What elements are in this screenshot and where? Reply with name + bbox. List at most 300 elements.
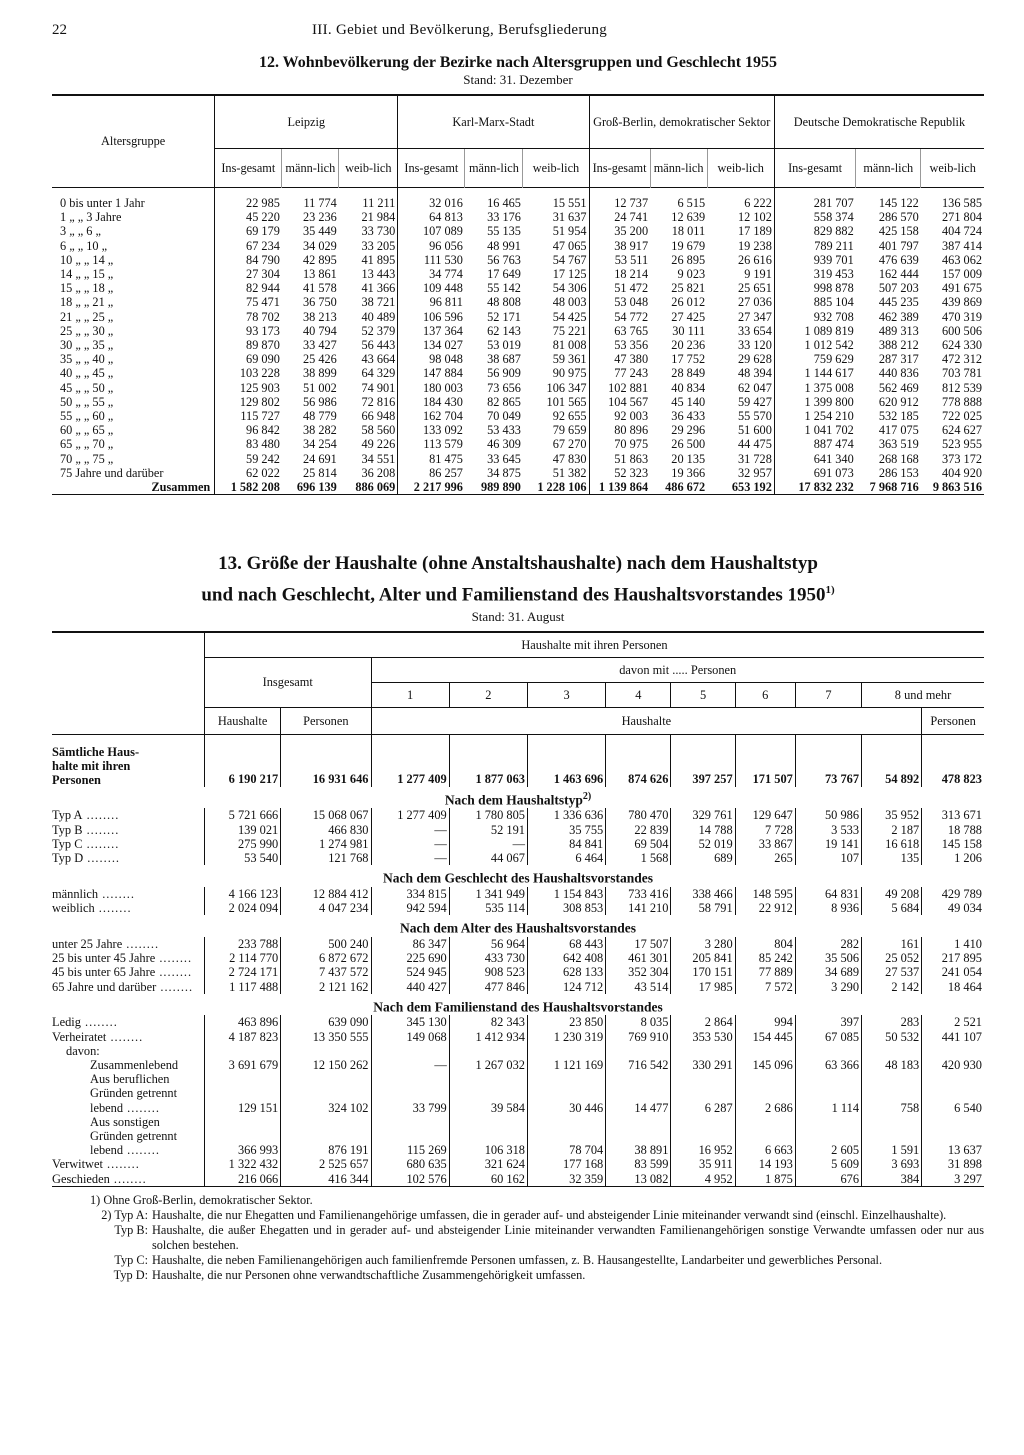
subcolumn-header: männ-lich: [465, 149, 523, 188]
cell: 67 234: [215, 239, 282, 253]
cell: 135: [862, 851, 922, 865]
cell: 653 192: [731, 480, 772, 495]
row-label: [52, 734, 204, 787]
section-heading: [52, 994, 984, 1016]
cell: 1 463 696: [528, 734, 606, 787]
row-label-text: Gründen getrennt: [90, 1086, 178, 1101]
cell: 84 790: [215, 253, 282, 267]
footnote: [52, 1193, 984, 1208]
cell: 145 122: [878, 196, 919, 210]
footnote-text: Haushalte, die neben Familienangehörigen auch familienfremde Personen umfassen, z. B. Hausangestellte, Landarbeiter und gewerbliches Personal.: [152, 1252, 883, 1267]
cell: 470 319: [942, 309, 982, 324]
cell: [449, 1044, 527, 1058]
cell: [671, 1072, 735, 1086]
cell: 101 565: [546, 394, 587, 409]
cell: [922, 1044, 984, 1058]
cell: 33 176: [487, 210, 521, 225]
cell: 722 025: [942, 409, 982, 424]
cell: 1 012 542: [774, 338, 855, 352]
cell: 86 257: [398, 466, 465, 480]
cell: 77 243: [589, 366, 650, 380]
footnote-text: Haushalte, die nur Ehegatten und Familienangehörige umfassen, die in gerader auf- und absteigender Linie miteinander verwandt sind (einschl. Einzelhaushalte).: [152, 1207, 947, 1222]
cell: 1 412 934: [449, 1030, 527, 1044]
cell: [204, 1044, 280, 1058]
cell: 6 515: [677, 196, 706, 210]
cell: 106 596: [398, 310, 465, 324]
row-label: [52, 1143, 204, 1157]
cell: 103 228: [215, 366, 282, 380]
cell: 74 901: [361, 380, 396, 395]
cell: 32 016: [398, 188, 465, 211]
cell: 1 568: [606, 851, 671, 865]
cell: 8 035: [606, 1015, 671, 1029]
cell: 1 875: [735, 1172, 795, 1187]
cell: [862, 1129, 922, 1143]
cell: 29 628: [738, 352, 772, 367]
section-footnote-ref: 2): [582, 790, 592, 802]
cell: 417 075: [878, 423, 919, 438]
cell: 96 056: [398, 239, 465, 253]
row-label: [52, 980, 204, 994]
cell: 96 811: [398, 295, 465, 309]
row-label: [52, 1101, 204, 1115]
cell: 287 317: [878, 352, 919, 367]
cell: 16 931 646: [281, 734, 371, 787]
table-row: [52, 937, 984, 951]
cell: 942 594: [371, 901, 449, 915]
cell: 38 891: [606, 1143, 671, 1157]
cell: 177 168: [528, 1157, 606, 1171]
cell: 62 047: [738, 380, 772, 395]
cell: 1 582 208: [215, 480, 282, 495]
cell: 716 542: [606, 1058, 671, 1072]
row-label-text: 65 Jahre und darüber: [52, 979, 157, 994]
cell: [795, 1129, 861, 1143]
cell: 54 892: [862, 734, 922, 787]
cell: 1 322 432: [204, 1157, 280, 1171]
cell: 53 048: [589, 295, 650, 309]
cell: 1 780 805: [449, 808, 527, 822]
cell: 624 627: [942, 423, 982, 438]
cell: 51 863: [589, 452, 650, 466]
cell: 17 507: [606, 937, 671, 951]
cell: [606, 1044, 671, 1058]
size-header: 8 und mehr: [862, 682, 984, 707]
cell: 217 895: [922, 951, 984, 965]
title-footnote-ref: 1): [825, 584, 835, 597]
cell: 2 521: [922, 1015, 984, 1029]
cell: 56 763: [487, 252, 521, 267]
row-label: [52, 937, 204, 951]
cell: 478 823: [922, 734, 984, 787]
cell: 885 104: [774, 295, 855, 309]
cell: 1 877 063: [449, 734, 527, 787]
cell: 53 019: [487, 338, 521, 353]
cell: 1 277 409: [371, 734, 449, 787]
header-haushalte-mit-personen: Haushalte mit ihren Personen: [204, 632, 984, 658]
table-row: [52, 338, 984, 352]
cell: 532 185: [878, 409, 919, 424]
cell: 463 896: [204, 1015, 280, 1029]
cell: [449, 1086, 527, 1100]
cell: 463 062: [942, 252, 982, 267]
header-haushalte-total: Haushalte: [204, 707, 280, 734]
subcolumn-header: männ-lich: [282, 149, 339, 188]
cell: 69 090: [215, 352, 282, 366]
cell: 49 226: [361, 437, 396, 452]
row-label-text: Typ A: [52, 808, 83, 823]
cell: 17 189: [738, 224, 772, 239]
cell: [204, 1129, 280, 1143]
table-row: [52, 1115, 984, 1129]
cell: 462 389: [878, 309, 919, 324]
cell: 63 765: [589, 324, 650, 338]
cell: 6 872 672: [281, 951, 371, 965]
section-title: Nach dem Haushaltstyp: [444, 792, 583, 808]
cell: 9 191: [744, 267, 772, 282]
cell: 32 957: [738, 465, 772, 480]
cell: 154 445: [735, 1030, 795, 1044]
row-label: [52, 1030, 204, 1044]
cell: [528, 1072, 606, 1086]
table-row: [52, 1030, 984, 1044]
table12: [52, 94, 984, 495]
cell: 56 964: [449, 937, 527, 951]
total-row: [52, 480, 984, 495]
cell: 225 690: [371, 951, 449, 965]
cell: 16 618: [862, 837, 922, 851]
table-row: [52, 366, 984, 380]
cell: 507 203: [878, 281, 919, 296]
cell: 69 504: [606, 837, 671, 851]
footnote-text: Haushalte, die nur Personen ohne verwandtschaftliche Zusammengehörigkeit umfassen.: [152, 1267, 586, 1282]
cell: 5 609: [795, 1157, 861, 1171]
cell: 59 427: [738, 394, 772, 409]
footnote-key: Typ D:: [113, 1267, 148, 1282]
cell: 53 356: [589, 338, 650, 352]
cell: 733 416: [606, 887, 671, 901]
cell: 908 523: [449, 965, 527, 979]
cell: 22 839: [606, 823, 671, 837]
cell: 92 003: [589, 409, 650, 423]
cell: 425 158: [878, 224, 919, 239]
cell: 2 024 094: [204, 901, 280, 915]
cell: 29 296: [671, 423, 706, 438]
group-header: Leipzig: [215, 95, 398, 149]
cell: 324 102: [281, 1101, 371, 1115]
cell: 36 750: [303, 295, 337, 310]
cell: [735, 1086, 795, 1100]
cell: 33 645: [487, 451, 521, 466]
cell: 162 444: [878, 267, 919, 282]
document-page: [52, 22, 984, 1283]
row-label: [52, 901, 204, 915]
cell: 33 654: [738, 323, 772, 338]
cell: 48 183: [862, 1058, 922, 1072]
row-label: [52, 1172, 204, 1187]
table-row: [52, 837, 984, 851]
cell: 31 728: [738, 451, 772, 466]
cell: 39 584: [449, 1101, 527, 1115]
cell: 83 480: [215, 437, 282, 451]
cell: 113 579: [398, 437, 465, 451]
row-label-text: Aus beruflichen: [90, 1072, 170, 1087]
cell: 73 767: [795, 734, 861, 787]
footnote: [52, 1208, 984, 1223]
row-label: [52, 887, 204, 901]
cell: 109 448: [398, 281, 465, 295]
cell: 500 240: [281, 937, 371, 951]
cell: [922, 1129, 984, 1143]
table-row: [52, 295, 984, 309]
cell: 82 944: [215, 281, 282, 295]
cell: 22 912: [735, 901, 795, 915]
cell: 6 464: [528, 851, 606, 865]
cell: 17 649: [487, 267, 521, 282]
cell: 3 280: [671, 937, 735, 951]
cell: 63 366: [795, 1058, 861, 1072]
section-heading-row: [52, 915, 984, 937]
cell: 887 474: [774, 437, 855, 451]
cell: 874 626: [606, 734, 671, 787]
cell: 33 205: [361, 238, 396, 253]
row-label: 35 „ „ 40 „: [60, 352, 114, 367]
cell: 35 952: [862, 808, 922, 822]
cell: [735, 1115, 795, 1129]
cell: [281, 1115, 371, 1129]
cell: 96 842: [215, 423, 282, 437]
cell: 102 576: [371, 1172, 449, 1187]
cell: 38 687: [487, 352, 521, 367]
cell: —: [371, 837, 449, 851]
row-label: 55 „ „ 60 „: [60, 409, 114, 424]
row-label-text: 25 bis unter 45 Jahre: [52, 951, 156, 966]
cell: 33 120: [738, 338, 772, 353]
cell: 43 664: [361, 352, 396, 367]
cell: 804: [735, 937, 795, 951]
leader-dots: ........: [94, 901, 132, 916]
cell: 25 052: [862, 951, 922, 965]
cell: 48 991: [487, 238, 521, 253]
cell: 52 171: [487, 309, 521, 324]
row-label: 30 „ „ 35 „: [60, 338, 114, 353]
table-row: [52, 951, 984, 965]
cell: [606, 1115, 671, 1129]
cell: 93 173: [215, 324, 282, 338]
cell: 40 794: [303, 323, 337, 338]
table-row: [52, 1129, 984, 1143]
cell: [281, 1044, 371, 1058]
cell: 18 214: [589, 267, 650, 281]
cell: 62 022: [215, 466, 282, 480]
cell: 48 808: [487, 295, 521, 310]
table-row: [52, 980, 984, 994]
cell: 70 975: [589, 437, 650, 451]
cell: 49 208: [862, 887, 922, 901]
leader-dots: ........: [82, 808, 120, 823]
table-row: [52, 1172, 984, 1187]
row-label: [52, 1015, 204, 1029]
cell: 34 029: [303, 238, 337, 253]
cell: 26 012: [671, 295, 706, 310]
section-heading-row: [52, 787, 984, 809]
cell: 1 139 864: [589, 480, 650, 495]
cell: 397 257: [671, 734, 735, 787]
cell: 388 212: [878, 338, 919, 353]
cell: 38 282: [303, 423, 337, 438]
cell: 14 193: [735, 1157, 795, 1171]
cell: 32 359: [528, 1172, 606, 1187]
cell: 27 036: [738, 295, 772, 310]
cell: 8 936: [795, 901, 861, 915]
cell: 68 443: [528, 937, 606, 951]
footnotes: [52, 1193, 984, 1283]
cell: 134 027: [398, 338, 465, 352]
row-label-line: Sämtliche Haus-: [52, 744, 140, 759]
cell: 129 151: [204, 1101, 280, 1115]
cell: 139 021: [204, 823, 280, 837]
cell: 17 985: [671, 980, 735, 994]
leader-dots: ........: [98, 886, 135, 901]
cell: 689: [671, 851, 735, 865]
cell: 758: [862, 1101, 922, 1115]
cell: [671, 1115, 735, 1129]
cell: 31 898: [922, 1157, 984, 1171]
cell: 2 187: [862, 823, 922, 837]
cell: —: [371, 823, 449, 837]
cell: 70 049: [487, 409, 521, 424]
cell: 461 301: [606, 951, 671, 965]
cell: 28 849: [671, 366, 706, 381]
cell: 31 637: [552, 210, 587, 225]
cell: 45 220: [215, 210, 282, 224]
cell: 676: [795, 1172, 861, 1187]
row-label-text: Typ C: [52, 836, 83, 851]
cell: 282: [795, 937, 861, 951]
table-row: [52, 452, 984, 466]
cell: 40 834: [671, 380, 706, 395]
cell: [371, 1044, 449, 1058]
cell: 121 768: [281, 851, 371, 865]
leader-dots: ........: [109, 1171, 147, 1186]
cell: 466 830: [281, 823, 371, 837]
leader-dots: ........: [155, 965, 193, 980]
cell: 145 158: [922, 837, 984, 851]
cell: 998 878: [774, 281, 855, 295]
header-personen-total: Personen: [281, 707, 371, 734]
leader-dots: ........: [123, 1143, 160, 1158]
running-title: III. Gebiet und Bevölkerung, Berufsgliederung: [312, 22, 608, 38]
header-personen-8plus: Personen: [922, 707, 984, 734]
cell: 1 154 843: [528, 887, 606, 901]
cell: 16 465: [487, 196, 521, 210]
row-label-text: Geschieden: [52, 1171, 110, 1186]
section-heading: [52, 787, 984, 809]
subcolumn-header: Ins-gesamt: [215, 149, 282, 188]
cell: 384: [862, 1172, 922, 1187]
cell: 308 853: [528, 901, 606, 915]
cell: 27 347: [738, 309, 772, 324]
cell: [862, 1044, 922, 1058]
table13: [52, 631, 984, 1187]
cell: 52 019: [671, 837, 735, 851]
cell: 241 054: [922, 965, 984, 979]
cell: 283: [862, 1015, 922, 1029]
cell: 45 140: [671, 394, 706, 409]
row-label-text: weiblich: [52, 901, 95, 916]
row-label: 3 „ „ 6 „: [60, 224, 101, 239]
cell: 48 003: [552, 295, 587, 310]
cell: 26 616: [738, 252, 772, 267]
cell: 59 361: [552, 352, 587, 367]
footnote-text: [317, 1193, 984, 1208]
cell: 416 344: [281, 1172, 371, 1187]
table-row: [52, 1101, 984, 1115]
cell: 3 693: [862, 1157, 922, 1171]
cell: 52 191: [449, 823, 527, 837]
cell: 476 639: [878, 252, 919, 267]
cell: 47 065: [552, 238, 587, 253]
cell: 404 724: [942, 224, 982, 239]
row-label-text: Verheiratet: [52, 1029, 107, 1044]
section-heading-row: [52, 994, 984, 1016]
cell: [735, 1072, 795, 1086]
row-label: [52, 1115, 204, 1129]
cell: 271 804: [942, 210, 982, 225]
cell: 27 537: [862, 965, 922, 979]
header-davon-personen: davon mit ..... Personen: [371, 657, 984, 682]
cell: 1 410: [922, 937, 984, 951]
cell: 36 433: [671, 409, 706, 424]
cell: 4 952: [671, 1172, 735, 1187]
row-label: 70 „ „ 75 „: [60, 451, 114, 466]
section-title: Nach dem Alter des Haushaltsvorstandes: [399, 920, 636, 936]
cell: 620 912: [878, 394, 919, 409]
cell: 876 191: [281, 1143, 371, 1157]
cell: 1 254 210: [774, 409, 855, 423]
table-row: [52, 423, 984, 437]
cell: 56 443: [361, 338, 396, 353]
cell: [671, 1129, 735, 1143]
table13-stand: Stand: 31. August: [471, 608, 565, 624]
cell: [204, 1072, 280, 1086]
cell: 115 269: [371, 1143, 449, 1157]
table-row: [52, 210, 984, 224]
cell: 41 895: [361, 252, 396, 267]
size-header: 3: [528, 682, 606, 707]
cell: 19 679: [671, 238, 706, 253]
cell: 64 329: [361, 366, 396, 381]
cell: [795, 1086, 861, 1100]
cell: 989 890: [480, 480, 521, 495]
cell: [528, 1129, 606, 1143]
cell: 25 814: [303, 465, 337, 480]
cell: 1 206: [922, 851, 984, 865]
cell: 44 475: [738, 437, 772, 452]
cell: 769 910: [606, 1030, 671, 1044]
cell: 41 366: [361, 281, 396, 296]
cell: 23 850: [528, 1015, 606, 1029]
table-row: [52, 808, 984, 822]
cell: 420 930: [922, 1058, 984, 1072]
row-label: [52, 823, 204, 837]
cell: 439 869: [942, 295, 982, 310]
size-header: 1: [371, 682, 449, 707]
row-label-line: halte mit ihren: [52, 758, 131, 773]
subcolumn-header: Ins-gesamt: [774, 149, 855, 188]
cell: 329 761: [671, 808, 735, 822]
footnote: [52, 1223, 984, 1253]
